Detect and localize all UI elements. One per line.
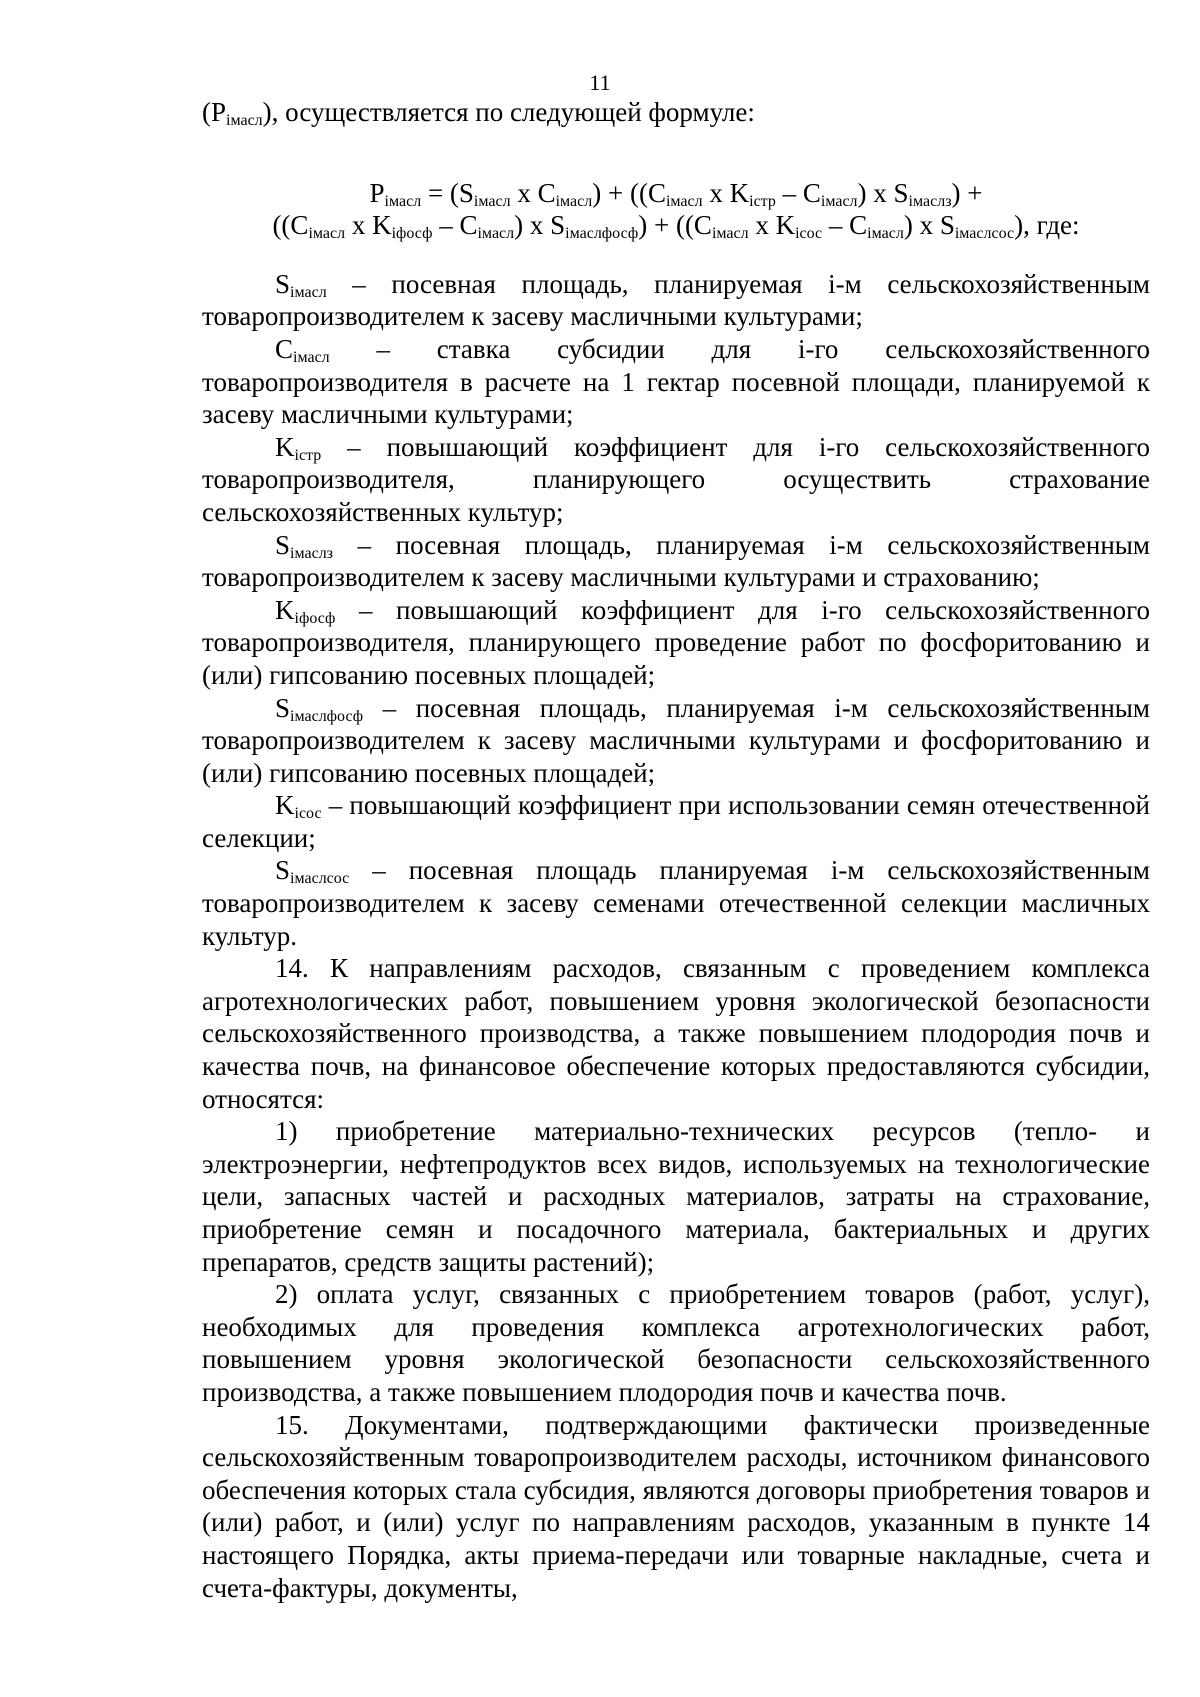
lead-symbol-subscript: iмасл [226, 112, 263, 129]
definition-item [202, 268, 1150, 333]
definition-subscript: iстр [294, 446, 322, 464]
body-paragraph: 2) оплата услуг, связанных с приобретением товаров (работ, услуг), необходимых для проведения комплекса агротехнологических работ, повышением уровня экологической безопасности сельскохозяйственного производства, а также повышением плодородия почв и качества почв. [202, 1279, 1150, 1407]
formula [202, 177, 1150, 242]
formula-term-text: ) x S [903, 210, 955, 241]
formula-term-subscript: iфосф [391, 225, 433, 243]
definition-subscript: iмаслсос [290, 870, 350, 888]
formula-term-text: ) + ((C [592, 177, 666, 208]
formula-term-subscript: iмаслфосф [565, 225, 639, 243]
formula-term-subscript: iмасл [477, 225, 515, 243]
formula-term-text: ) x S [857, 177, 909, 208]
formula-term-text: x K [748, 210, 796, 241]
definition-subscript: iфосф [294, 609, 336, 627]
formula-term-subscript: iмасл [711, 225, 749, 243]
definition-item [202, 594, 1150, 692]
formula-term-subscript: iмасл [665, 192, 703, 210]
definition-symbol: K [275, 790, 295, 821]
paragraphs-list [202, 952, 1150, 1604]
formula-lhs-symbol: P [369, 177, 385, 208]
lead-text: осуществляется по следующей формуле: [285, 97, 755, 127]
definition-item [202, 529, 1150, 594]
definition-symbol: K [275, 431, 295, 462]
formula-term-subscript: iмасл [473, 192, 511, 210]
definition-symbol: C [275, 333, 294, 364]
definition-text: – ставка субсидии для i-го сельскохозяйственного товаропроизводителя в расчете на 1 гектар посевной площади, планируемой к засеву масличными культурами; [202, 333, 1150, 430]
formula-line-1 [202, 177, 1150, 210]
formula-term-text: ) x S [514, 210, 566, 241]
lead-symbol: $(P_{iмасл})$, [202, 97, 286, 129]
formula-term-subscript: iмасл [867, 225, 904, 243]
definition-text: – повышающий коэффициент для i-го сельскохозяйственного товаропроизводителя, планирующего проведение работ по фосфоритованию и (или) гипсованию посевных площадей; [202, 594, 1150, 690]
definition-text: – посевная площадь планируемая i-м сельскохозяйственным товаропроизводителем к засеву семенами отечественной селекции масличных культур. [202, 855, 1150, 951]
definition-symbol: S [275, 692, 291, 723]
definitions-list [202, 268, 1150, 952]
formula-term-subscript: iсос [795, 225, 823, 243]
formula-term-subscript: iстр [749, 192, 776, 210]
definition-subscript: iмаслз [290, 544, 333, 562]
definition-symbol: S [275, 855, 291, 886]
definition-text: – посевная площадь, планируемая i-м сельскохозяйственным товаропроизводителем к засеву масличными культурами и фосфоритованию и (или) гипсованию посевных площадей; [202, 692, 1150, 788]
formula-term-subscript: iмаслсос [954, 225, 1015, 243]
formula-term-text: x K [345, 210, 392, 241]
definition-item [202, 854, 1150, 952]
formula-term-text: – C [822, 210, 868, 241]
definition-symbol: S [275, 529, 291, 560]
formula-term-subscript: iмасл [820, 192, 858, 210]
lead-line [202, 96, 1150, 129]
body-paragraph: 14. К направлениям расходов, связанным с проведением комплекса агротехнологических работ, повышением уровня экологической безопасности сельскохозяйственного производства, а также повышением плодородия почв и качества почв, на финансовое обеспечение которых предоставляются субсидии, относятся: [202, 953, 1150, 1114]
page-number: 11 [589, 70, 611, 95]
definition-subscript: iмасл [293, 348, 330, 366]
definition-item [202, 692, 1150, 790]
definition-item [202, 789, 1150, 854]
formula-term-text: – C [775, 177, 821, 208]
formula-term-text: x C [510, 177, 556, 208]
formula-term-text: = (S [421, 177, 474, 208]
formula-term-subscript: iмасл [308, 225, 346, 243]
definition-symbol: S [275, 268, 291, 299]
formula-term-text: ((C [272, 210, 309, 241]
formula-term-text: x K [702, 177, 750, 208]
definition-item [202, 333, 1150, 431]
definition-text: – повышающий коэффициент при использовании семян отечественной селекции; [202, 790, 1150, 853]
formula-term-text: ), где: [1014, 210, 1080, 241]
definition-subscript: iсос [294, 805, 322, 823]
document-body [202, 96, 1150, 1604]
definition-text: – посевная площадь, планируемая i-м сельскохозяйственным товаропроизводителем к засеву масличными культурами и страхованию; [202, 529, 1150, 593]
formula-term-text: ) + [951, 177, 983, 208]
formula-lhs-subscript: iмасл [384, 192, 422, 210]
definition-symbol: K [275, 594, 295, 625]
definition-subscript: iмасл [290, 283, 327, 301]
formula-term-text: ) + ((C [638, 210, 712, 241]
definition-item [202, 431, 1150, 529]
formula-term-subscript: iмасл [555, 192, 593, 210]
formula-term-text: – C [432, 210, 478, 241]
formula-line-2 [202, 209, 1150, 242]
definition-text: – посевная площадь, планируемая i-м сельскохозяйственным товаропроизводителем к засеву масличными культурами; [202, 268, 1150, 332]
definition-subscript: iмаслфосф [290, 707, 364, 725]
body-paragraph: 1) приобретение материально-технических ресурсов (тепло- и электроэнергии, нефтепродуктов всех видов, используемых на технологические цели, запасных частей и расходных материалов, затраты на страхование, приобретение семян и посадочного материала, бактериальных и других препаратов, средств защиты растений); [202, 1116, 1150, 1277]
definition-text: – повышающий коэффициент для i-го сельскохозяйственного товаропроизводителя, планирующего осуществить страхование сельскохозяйственных культур; [202, 431, 1150, 527]
body-paragraph: 15. Документами, подтверждающими фактически произведенные сельскохозяйственным товаропроизводителем расходы, источником финансового обеспечения которых стала субсидия, являются договоры приобретения товаров и (или) работ, и (или) услуг по направлениям расходов, указанным в пункте 14 настоящего Порядка, акты приема-передачи или товарные накладные, счета и счета-фактуры, документы, [202, 1409, 1150, 1603]
formula-term-subscript: iмаслз [908, 192, 952, 210]
